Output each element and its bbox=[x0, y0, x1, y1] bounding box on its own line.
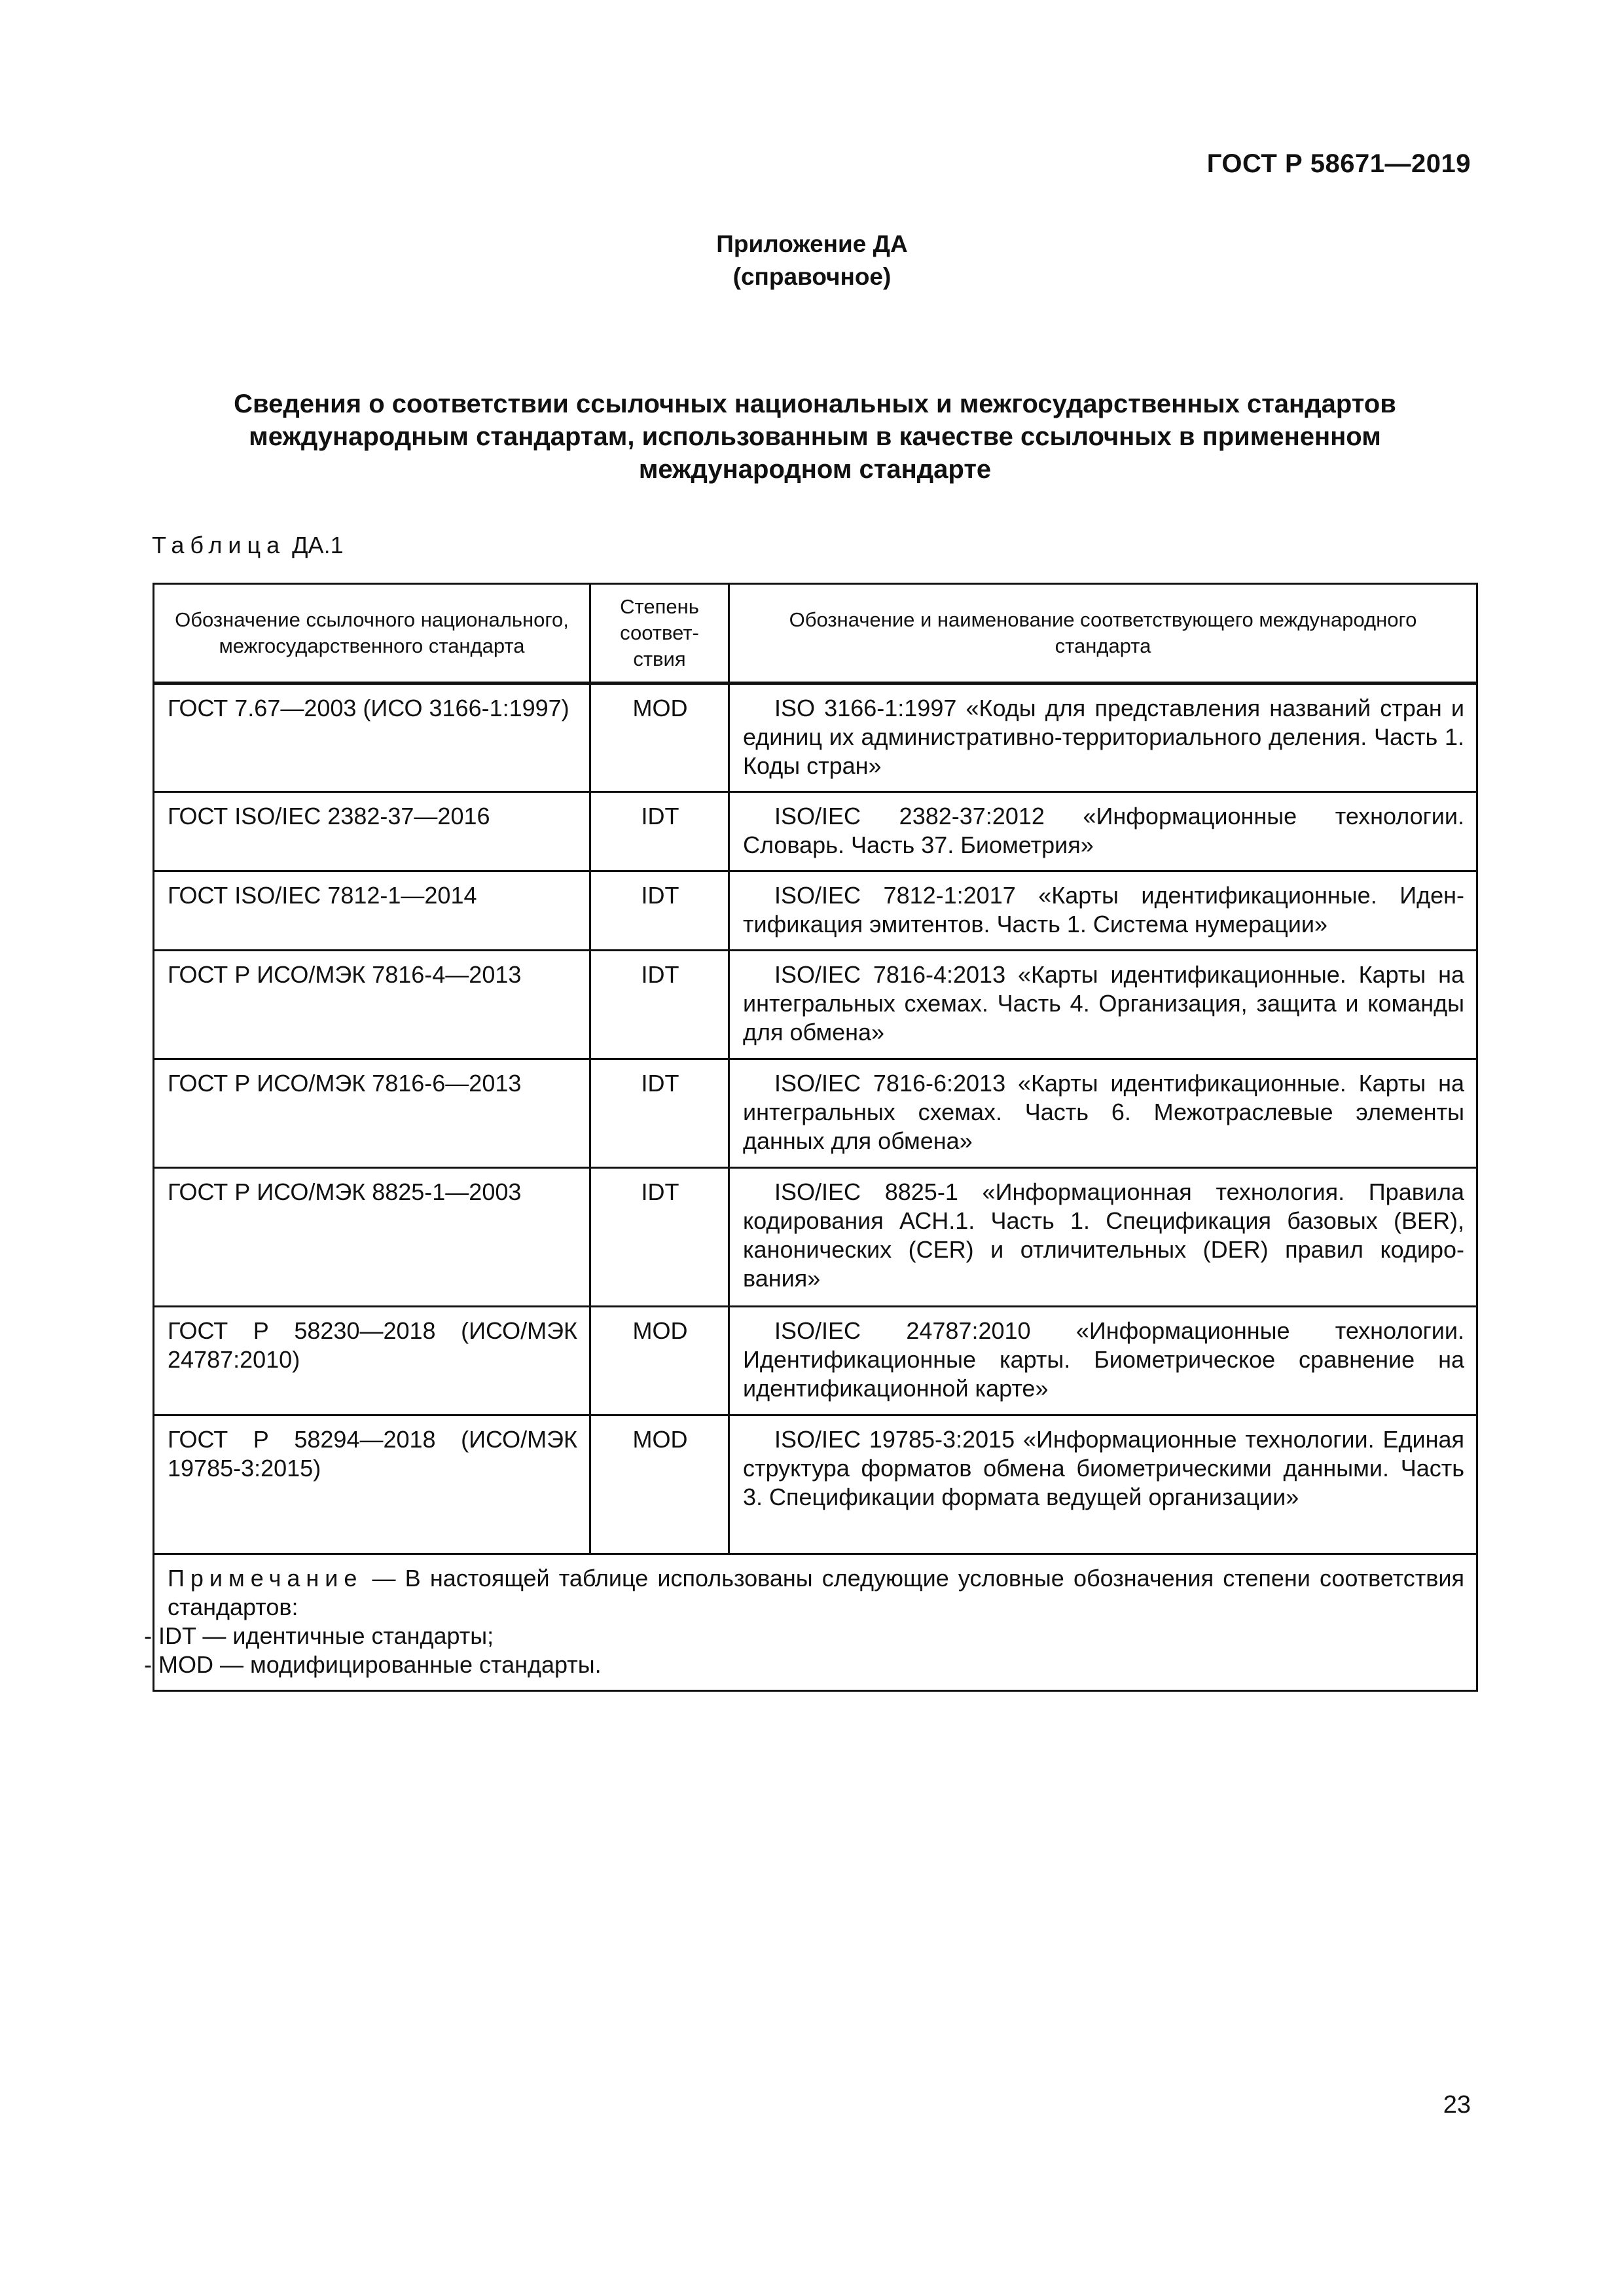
table-note bbox=[144, 1554, 1477, 1691]
column-header-international: Обозначение и наименование соответствующего международного стандарта bbox=[729, 584, 1477, 683]
page-number: 23 bbox=[1443, 2091, 1471, 2119]
cell-national-standard: ГОСТ Р ИСО/МЭК 8825-1—2003 bbox=[154, 1168, 590, 1307]
table-note-row bbox=[154, 1554, 1477, 1691]
cell-degree: MOD bbox=[590, 1415, 729, 1554]
cell-national-standard: ГОСТ Р ИСО/МЭК 7816-4—2013 bbox=[154, 951, 590, 1059]
note-item-idt: - IDT — идентичные стандарты; bbox=[144, 1622, 494, 1649]
standards-correspondence-table bbox=[144, 583, 1478, 1692]
cell-degree: MOD bbox=[590, 1307, 729, 1415]
table-label bbox=[152, 532, 344, 559]
column-header-degree: Степень соответ- ствия bbox=[590, 584, 729, 683]
cell-national-standard: ГОСТ 7.67—2003 (ИСО 3166-1:1997) bbox=[154, 683, 590, 792]
note-text: — В настоящей таблице использованы следующие условные обозначения степени соответствия стандартов: bbox=[168, 1565, 1464, 1620]
table-row bbox=[154, 683, 1477, 792]
cell-international-standard: ISO/IEC 7816-6:2013 «Карты идентификационные. Карты на интегральных схемах. Часть 6. Межотраслевые элементы данных для обмена» bbox=[729, 1059, 1477, 1168]
table-row bbox=[154, 792, 1477, 871]
section-title-line: международном стандарте bbox=[638, 455, 992, 484]
cell-international-standard: ISO 3166-1:1997 «Коды для представления названий стран и единиц их административно-территориального деления. Часть 1. Коды стран» bbox=[729, 683, 1477, 792]
annex-kind: (справочное) bbox=[732, 263, 892, 290]
section-title-line: международным стандартам, использованным в качестве ссылочных в примененном bbox=[249, 422, 1381, 451]
cell-international-standard: ISO/IEC 24787:2010 «Информационные технологии. Идентификационные карты. Биометрическое сравнение на идентификационной карте» bbox=[729, 1307, 1477, 1415]
cell-national-standard: ГОСТ ISO/IEC 7812-1—2014 bbox=[154, 871, 590, 951]
table-row bbox=[154, 1168, 1477, 1307]
note-title: Примечание bbox=[168, 1565, 363, 1592]
cell-international-standard: ISO/IEC 2382-37:2012 «Информационные технологии. Словарь. Часть 37. Биометрия» bbox=[729, 792, 1477, 871]
table-header-row bbox=[154, 584, 1477, 683]
table-row bbox=[154, 951, 1477, 1059]
note-item-mod: - MOD — модифицированные стандарты. bbox=[144, 1651, 602, 1678]
cell-degree: IDT bbox=[590, 792, 729, 871]
table-row bbox=[154, 871, 1477, 951]
cell-degree: IDT bbox=[590, 951, 729, 1059]
cell-international-standard: ISO/IEC 7816-4:2013 «Карты идентификационные. Карты на интегральных схемах. Часть 4. Организация, защита и команды для обмена» bbox=[729, 951, 1477, 1059]
cell-national-standard: ГОСТ Р ИСО/МЭК 7816-6—2013 bbox=[154, 1059, 590, 1168]
cell-degree: IDT bbox=[590, 871, 729, 951]
document-code: ГОСТ Р 58671—2019 bbox=[1206, 149, 1471, 178]
cell-degree: IDT bbox=[590, 1059, 729, 1168]
cell-international-standard: ISO/IEC 7812-1:2017 «Карты идентификационные. Идентификация эмитентов. Часть 1. Система нумерации» bbox=[729, 871, 1477, 951]
cell-international-standard: ISO/IEC 8825-1 «Информационная технология. Правила кодирования АСН.1. Часть 1. Спецификация базовых (BER), канонических (CER) и отличительных (DER) правил кодирования» bbox=[729, 1168, 1477, 1307]
table-row bbox=[154, 1059, 1477, 1168]
section-title bbox=[183, 388, 1447, 486]
cell-degree: MOD bbox=[590, 683, 729, 792]
table-label-word: Таблица bbox=[152, 532, 286, 558]
note-paragraph bbox=[168, 1564, 1464, 1622]
cell-national-standard: ГОСТ Р 58230—2018 (ИСО/МЭК 24787:2010) bbox=[154, 1307, 590, 1415]
cell-international-standard: ISO/IEC 19785-3:2015 «Информационные технологии. Единая структура форматов обмена биометрическими данными. Часть 3. Спецификации формата ведущей организации» bbox=[729, 1415, 1477, 1554]
table-row bbox=[154, 1307, 1477, 1415]
section-title-line: Сведения о соответствии ссылочных национальных и межгосударственных стандартов bbox=[234, 390, 1396, 418]
cell-degree: IDT bbox=[590, 1168, 729, 1307]
annex-title: Приложение ДА bbox=[716, 230, 908, 257]
cell-national-standard: ГОСТ Р 58294—2018 (ИСО/МЭК 19785-3:2015) bbox=[154, 1415, 590, 1554]
cell-national-standard: ГОСТ ISO/IEC 2382-37—2016 bbox=[154, 792, 590, 871]
annex-heading bbox=[0, 228, 1624, 293]
table-label-number: ДА.1 bbox=[292, 532, 344, 558]
column-header-national: Обозначение ссылочного национального, межгосударственного стандарта bbox=[154, 584, 590, 683]
table-row bbox=[154, 1415, 1477, 1554]
